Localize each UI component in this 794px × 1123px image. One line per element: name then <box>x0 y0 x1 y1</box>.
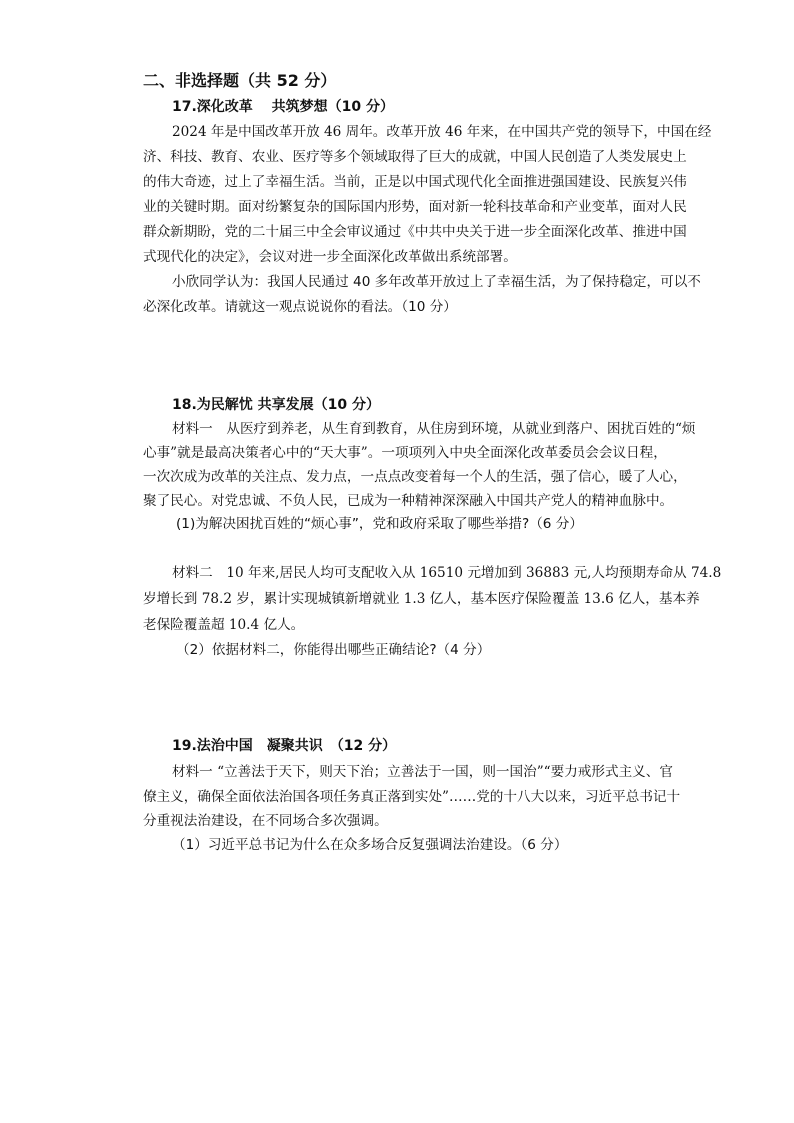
q18-material1-line: 材料一 从医疗到养老，从生育到教育，从住房到环境，从就业到落户、困扰百姓的“烦 <box>172 421 696 437</box>
q17-prompt-line: 小欣同学认为：我国人民通过 40 多年改革开放过上了幸福生活，为了保持稳定，可以不 <box>172 274 701 290</box>
question-19-title: 19.法治中国 凝聚共识 （12 分） <box>172 738 397 754</box>
question-17-title: 17.深化改革 共筑梦想（10 分） <box>172 99 395 115</box>
q18-material2-line: 岁增长到 78.2 岁，累计实现城镇新增就业 1.3 亿人，基本医疗保险覆盖 13.6 亿人，基本养 <box>143 591 700 607</box>
q18-sub-question-2: （2）依据材料二，你能得出哪些正确结论?（4 分） <box>176 642 491 658</box>
q18-sub-question-1: (1)为解决困扰百姓的“烦心事”，党和政府采取了哪些举措?（6 分） <box>176 516 583 532</box>
q18-material2-line: 材料二 10 年来,居民人均可支配收入从 16510 元增加到 36883 元,人均预期寿命从 74.8 <box>172 565 722 581</box>
q19-sub-question-1: （1）习近平总书记为什么在众多场合反复强调法治建设。（6 分） <box>172 837 568 853</box>
q19-material1-line: 分重视法治建设，在不同场合多次强调。 <box>143 813 388 829</box>
q17-text-line: 群众新期盼，党的二十届三中全会审议通过《中共中央关于进一步全面深化改革、推进中国 <box>143 224 687 240</box>
q18-material1-line: 心事”就是最高决策者心中的“天大事”。一项项列入中央全面深化改革委员会会议日程， <box>143 445 667 461</box>
q17-prompt-line: 必深化改革。请就这一观点说说你的看法。（10 分） <box>143 299 457 315</box>
q18-material2-line: 老保险覆盖超 10.4 亿人。 <box>143 617 305 633</box>
q19-material1-line: 僚主义，确保全面依法治国各项任务真正落到实处”……党的十八大以来，习近平总书记十 <box>143 789 681 805</box>
q18-material1-line: 聚了民心。对党忠诚、不负人民，已成为一种精神深深融入中国共产党人的精神血脉中。 <box>143 493 674 509</box>
q17-text-line: 式现代化的决定》，会议对进一步全面深化改革做出系统部署。 <box>143 249 517 265</box>
section-title: 二、非选择题（共 52 分） <box>143 71 337 90</box>
question-18-title: 18.为民解忧 共享发展（10 分） <box>172 397 381 413</box>
q17-text-line: 的伟大奇迹，过上了幸福生活。当前，正是以中国式现代化全面推进强国建设、民族复兴伟 <box>143 174 687 190</box>
q17-text-line: 业的关键时期。面对纷繁复杂的国际国内形势，面对新一轮科技革命和产业变革，面对人民 <box>143 199 687 215</box>
q19-material1-line: 材料一 “立善法于天下，则天下治；立善法于一国，则一国治”“要力戒形式主义、官 <box>172 764 673 780</box>
q18-material1-line: 一次次成为改革的关注点、发力点，一点点改变着每一个人的生活，强了信心，暖了人心， <box>143 469 687 485</box>
q17-text-line: 济、科技、教育、农业、医疗等多个领域取得了巨大的成就，中国人民创造了人类发展史上 <box>143 149 687 165</box>
q17-text-line: 2024 年是中国改革开放 46 周年。改革开放 46 年来，在中国共产党的领导下，中国在经 <box>172 124 712 140</box>
